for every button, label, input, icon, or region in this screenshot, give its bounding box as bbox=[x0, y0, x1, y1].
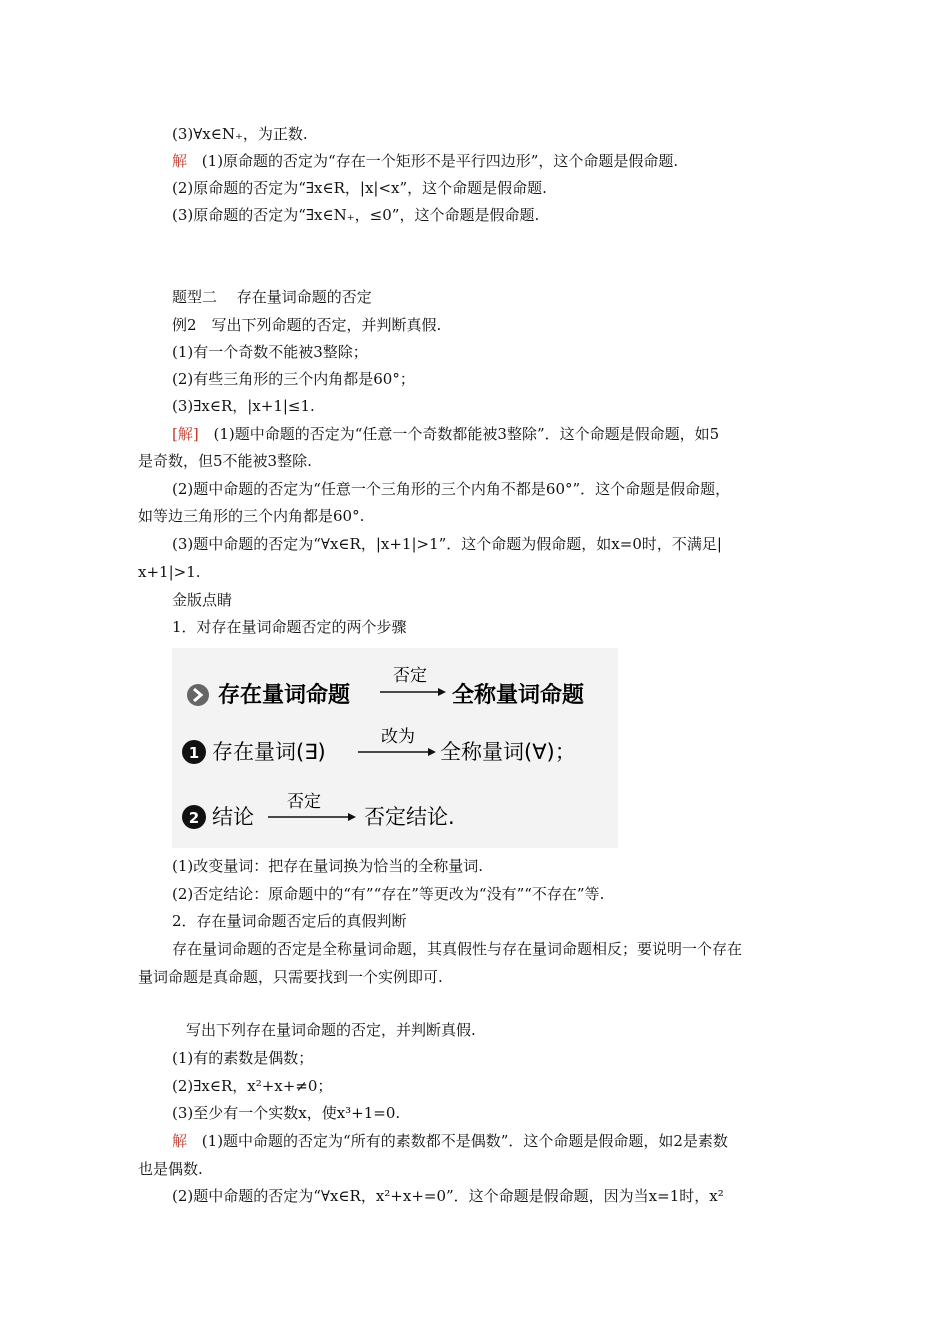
number-two-label: 2 bbox=[188, 809, 200, 827]
text-line: (2)题中命题的否定为“任意一个三角形的三个内角不都是60°”．这个命题是假命题， bbox=[172, 480, 731, 498]
diagram-row2-arrow-label: 改为 bbox=[381, 727, 415, 747]
text-line: (1)有一个奇数不能被3整除； bbox=[172, 343, 368, 361]
chevron-bullet-icon bbox=[187, 684, 209, 706]
diagram-row3-left: 结论 bbox=[212, 805, 254, 829]
text-line: (3)题中命题的否定为“∀x∈R，|x+1|>1”．这个命题为假命题，如x=0时，不满足| bbox=[172, 535, 722, 553]
arrow-head-icon bbox=[438, 688, 446, 696]
text-line: 是奇数，但5不能被3整除. bbox=[138, 452, 312, 470]
diagram-row1-arrow-label: 否定 bbox=[393, 666, 427, 686]
diagram-row2-left: 存在量词(∃) bbox=[212, 740, 326, 764]
text-line: (3)至少有一个实数x，使x³+1=0. bbox=[172, 1104, 401, 1122]
text-line: (2)否定结论：原命题中的“有”“存在”等更改为“没有”“不存在”等. bbox=[172, 885, 605, 903]
text-line bbox=[172, 1131, 728, 1151]
text-line: (1)改变量词：把存在量词换为恰当的全称量词. bbox=[172, 857, 484, 875]
diagram-row1-left: 存在量词命题 bbox=[218, 683, 351, 708]
number-one-label: 1 bbox=[188, 744, 200, 762]
text-line: 1．对存在量词命题否定的两个步骤 bbox=[172, 618, 407, 636]
diagram-svg bbox=[172, 648, 618, 848]
section-heading: 金版点睛 bbox=[172, 591, 233, 609]
exercise-heading: 写出下列存在量词命题的否定，并判断真假. bbox=[186, 1021, 476, 1039]
text-span: (1)题中命题的否定为“所有的素数都不是偶数”．这个命题是假命题，如2是素数 bbox=[201, 1132, 728, 1150]
text-line: (2)有些三角形的三个内角都是60°； bbox=[172, 370, 415, 388]
arrow-head-icon bbox=[348, 813, 356, 821]
example-heading: 例2 写出下列命题的否定，并判断真假. bbox=[172, 316, 442, 334]
text-line: 2．存在量词命题否定后的真假判断 bbox=[172, 912, 407, 930]
text-line: (2)题中命题的否定为“∀x∈R，x²+x+=0”．这个命题是假命题，因为当x=1时，x² bbox=[172, 1187, 724, 1205]
arrow-head-icon bbox=[428, 748, 436, 756]
text-line: 量词命题是真命题，只需要找到一个实例即可. bbox=[138, 968, 443, 986]
diagram-row2-right: 全称量词(∀)； bbox=[440, 740, 576, 764]
text-line: (3)∀x∈N₊，为正数. bbox=[172, 125, 308, 143]
solution-tag: 解 bbox=[172, 1132, 188, 1150]
text-line: (2)∃x∈R，x²+x+≠0； bbox=[172, 1077, 333, 1095]
text-span: (1)题中命题的否定为“任意一个奇数都能被3整除”．这个命题是假命题，如5 bbox=[213, 425, 720, 443]
text-line bbox=[172, 424, 719, 444]
text-line: x+1|>1. bbox=[138, 563, 201, 581]
diagram-row1-right: 全称量词命题 bbox=[452, 683, 585, 708]
diagram-row3-right: 否定结论. bbox=[364, 805, 455, 829]
text-line: 如等边三角形的三个内角都是60°. bbox=[138, 507, 365, 525]
text-line: (1)有的素数是偶数； bbox=[172, 1049, 314, 1067]
text-span: (1)原命题的否定为“存在一个矩形不是平行四边形”，这个命题是假命题. bbox=[201, 152, 679, 170]
text-line: (3)原命题的否定为“∃x∈N₊，≤0”，这个命题是假命题. bbox=[172, 206, 540, 224]
diagram-row3-arrow-label: 否定 bbox=[287, 792, 321, 812]
text-line: 也是偶数. bbox=[138, 1160, 203, 1178]
text-line: (2)原命题的否定为“∃x∈R，|x|<x”，这个命题是假命题. bbox=[172, 179, 547, 197]
text-line: (3)∃x∈R，|x+1|≤1. bbox=[172, 397, 315, 415]
negation-steps-diagram bbox=[172, 648, 618, 848]
section-heading: 题型二 存在量词命题的否定 bbox=[172, 288, 372, 306]
solution-tag: 解 bbox=[172, 152, 188, 170]
solution-tag: [解] bbox=[172, 425, 199, 443]
text-line bbox=[172, 151, 678, 171]
text-line: 存在量词命题的否定是全称量词命题，其真假性与存在量词命题相反；要说明一个存在 bbox=[172, 940, 743, 958]
